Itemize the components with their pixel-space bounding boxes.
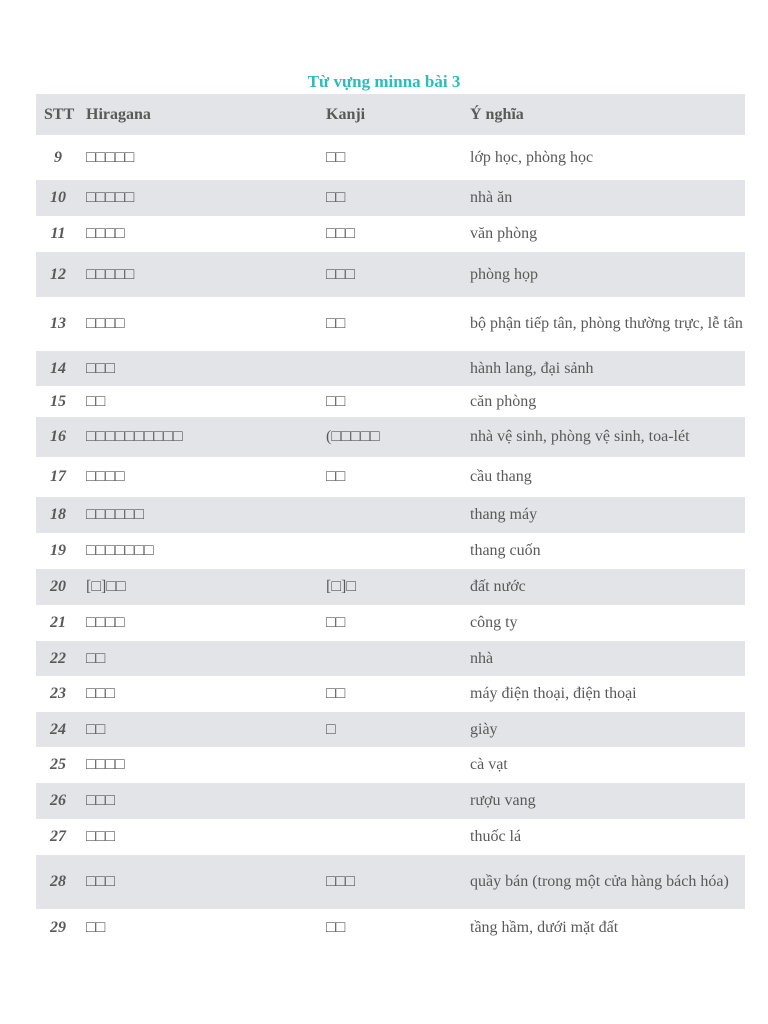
row-meaning: phòng họp — [470, 265, 538, 283]
table-row — [36, 497, 745, 533]
row-number: 14 — [50, 359, 66, 377]
row-kanji: □□ — [326, 918, 346, 936]
table-row — [36, 252, 745, 297]
header-hiragana: Hiragana — [86, 105, 151, 123]
page-title: Từ vựng minna bài 3 — [307, 72, 461, 91]
row-meaning: cà vạt — [470, 756, 508, 773]
table-row — [36, 386, 745, 417]
row-hiragana: □□□□ — [86, 468, 125, 485]
row-meaning: công ty — [470, 614, 518, 631]
row-number: 24 — [50, 720, 66, 738]
table-row — [36, 457, 745, 497]
header-meaning: Ý nghĩa — [470, 105, 524, 123]
row-kanji — [320, 351, 464, 386]
row-number: 17 — [50, 468, 66, 485]
row-number: 11 — [50, 225, 66, 242]
row-hiragana: □□□ — [86, 792, 115, 809]
row-number: 25 — [50, 756, 66, 773]
row-meaning: nhà — [470, 649, 494, 667]
row-hiragana: □□ — [86, 720, 106, 738]
table-row — [36, 351, 745, 386]
row-meaning: giày — [470, 720, 498, 738]
row-kanji: □□□ — [326, 225, 355, 242]
row-hiragana: □□□□ — [86, 756, 125, 773]
row-hiragana: □□□□□□ — [86, 506, 144, 523]
row-meaning: cầu thang — [470, 468, 532, 485]
row-kanji: □□ — [326, 685, 346, 702]
row-kanji — [320, 747, 464, 783]
row-meaning: hành lang, đại sảnh — [470, 359, 594, 377]
row-kanji: □□□ — [326, 265, 355, 283]
row-hiragana: □□□ — [86, 828, 115, 845]
row-hiragana: [□]□□ — [86, 578, 126, 595]
table-row — [36, 819, 745, 855]
row-number: 10 — [50, 189, 66, 206]
table-row — [36, 783, 745, 819]
row-kanji — [320, 497, 464, 533]
row-hiragana: □□□ — [86, 685, 115, 702]
row-hiragana: □□□□ — [86, 225, 125, 242]
row-number: 18 — [50, 506, 66, 523]
row-meaning: căn phòng — [470, 392, 537, 410]
header-stt: STT — [44, 105, 75, 123]
row-number: 29 — [50, 918, 66, 936]
row-meaning: lớp học, phòng học — [470, 148, 594, 166]
table-row — [36, 641, 745, 676]
row-hiragana: □□ — [86, 649, 106, 667]
table-row — [36, 180, 745, 216]
header-kanji: Kanji — [326, 105, 366, 123]
table-row — [36, 909, 745, 946]
row-kanji: □□□ — [326, 873, 355, 890]
row-meaning: tầng hầm, dưới mặt đất — [470, 918, 619, 936]
row-meaning: văn phòng — [470, 225, 538, 242]
row-number: 15 — [50, 392, 66, 410]
row-kanji — [320, 641, 464, 676]
table-row — [36, 855, 745, 909]
row-hiragana: □□ — [86, 392, 106, 410]
table-row — [36, 533, 745, 569]
row-kanji: □□ — [326, 468, 346, 485]
vocabulary-table — [36, 94, 745, 946]
row-number: 27 — [50, 828, 66, 845]
row-kanji: □□ — [326, 392, 346, 410]
row-number: 22 — [50, 649, 66, 667]
table-row — [36, 712, 745, 747]
row-number: 28 — [50, 873, 66, 890]
row-kanji — [320, 819, 464, 855]
row-meaning: rượu vang — [470, 792, 536, 809]
row-hiragana: □□ — [86, 918, 106, 936]
row-hiragana: □□□□□ — [86, 265, 135, 283]
row-hiragana: □□□ — [86, 873, 115, 890]
row-hiragana: □□□□□□□ — [86, 542, 154, 559]
row-kanji: (□□□□□ — [326, 428, 380, 445]
row-kanji: □ — [326, 720, 336, 738]
row-meaning: quầy bán (trong một cửa hàng bách hóa) — [470, 873, 729, 890]
table-row — [36, 569, 745, 605]
row-hiragana: □□□□□ — [86, 189, 135, 206]
row-number: 23 — [50, 685, 66, 702]
table-row — [36, 676, 745, 712]
row-number: 26 — [50, 792, 66, 809]
table-row — [36, 135, 745, 180]
row-hiragana: □□□□ — [86, 614, 125, 631]
row-kanji: □□ — [326, 614, 346, 631]
row-number: 21 — [50, 614, 66, 631]
row-kanji — [320, 533, 464, 569]
row-meaning: đất nước — [470, 578, 526, 595]
row-hiragana: □□□□□ — [86, 148, 135, 166]
table-header-row — [36, 94, 745, 135]
row-number: 13 — [50, 315, 66, 332]
row-kanji: □□ — [326, 315, 346, 332]
row-number: 19 — [50, 542, 66, 559]
row-meaning: nhà ăn — [470, 189, 513, 206]
row-meaning: bộ phận tiếp tân, phòng thường trực, lễ tân — [470, 315, 743, 332]
table-row — [36, 747, 745, 783]
row-hiragana: □□□□□□□□□□ — [86, 428, 183, 445]
table-row — [36, 605, 745, 641]
row-meaning: thang máy — [470, 506, 538, 523]
row-meaning: máy điện thoại, điện thoại — [470, 685, 637, 702]
row-number: 20 — [50, 578, 66, 595]
row-number: 9 — [54, 148, 62, 166]
row-meaning: thuốc lá — [470, 828, 522, 845]
row-kanji: [□]□ — [326, 578, 356, 595]
table-row — [36, 216, 745, 252]
row-kanji: □□ — [326, 148, 346, 166]
row-meaning: thang cuốn — [470, 542, 541, 559]
row-meaning: nhà vệ sinh, phòng vệ sinh, toa-lét — [470, 428, 690, 445]
row-hiragana: □□□ — [86, 359, 115, 377]
row-kanji — [320, 783, 464, 819]
row-hiragana: □□□□ — [86, 315, 125, 332]
table-row — [36, 417, 745, 457]
table-row — [36, 297, 745, 351]
row-number: 12 — [50, 265, 66, 283]
row-number: 16 — [50, 428, 66, 445]
row-kanji: □□ — [326, 189, 346, 206]
